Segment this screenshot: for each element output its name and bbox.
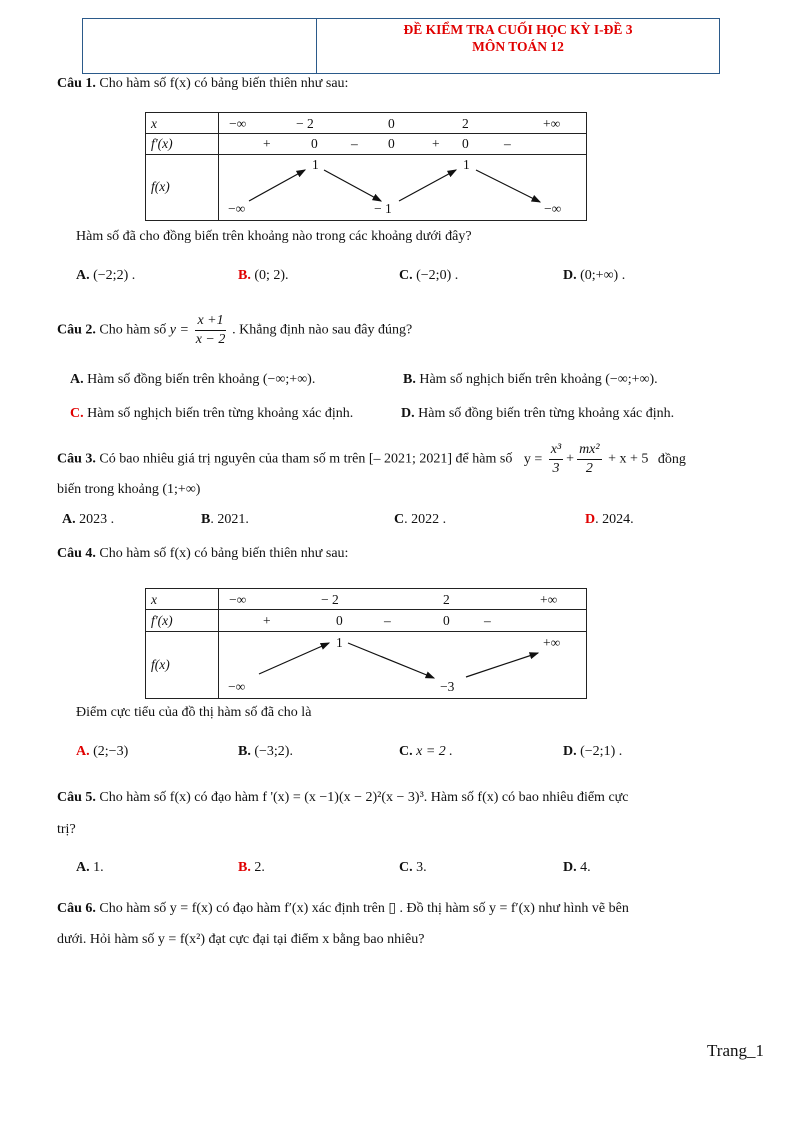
fraction: $\frac{x +1}{x - 2}$	[195, 313, 226, 347]
x-value: 2	[462, 116, 469, 131]
question-3-line2: biến trong khoảng (1;+∞)	[57, 482, 201, 497]
exam-header-box	[82, 18, 720, 74]
f-value: 1	[463, 157, 470, 172]
x-value: − 2	[321, 592, 339, 607]
question-1	[57, 76, 348, 92]
sign-value: +	[432, 136, 440, 151]
option-b[interactable]: B. Hàm số nghịch biến trên khoảng (−∞;+∞).	[403, 372, 658, 387]
option-c[interactable]: C. (−2;0) .	[399, 268, 459, 283]
option-d[interactable]: D. 2024.	[585, 512, 634, 527]
x-value: 0	[388, 116, 395, 131]
f-value: 1	[336, 635, 343, 650]
question-prompt: Điểm cực tiểu của đồ thị hàm số đã cho là	[76, 705, 312, 720]
exam-title: ĐỀ KIỂM TRA CUỐI HỌC KỲ I-ĐỀ 3	[403, 22, 633, 37]
page-number: Trang_1	[707, 1041, 764, 1060]
x-value: − 2	[296, 116, 314, 131]
sign-value: –	[504, 136, 511, 151]
option-b[interactable]: B. 2.	[238, 860, 265, 875]
question-label: Câu 6.	[57, 901, 96, 916]
option-a[interactable]: A. Hàm số đồng biến trên khoảng (−∞;+∞).	[70, 372, 316, 387]
option-b[interactable]: B. (0; 2).	[238, 268, 289, 283]
table-f-label: f(x)	[151, 179, 170, 194]
question-prompt: Hàm số đã cho đồng biến trên khoảng nào trong các khoảng dưới đây?	[76, 229, 472, 244]
option-d[interactable]: D. Hàm số đồng biến trên từng khoảng xác định.	[401, 406, 675, 421]
table-f-label: f(x)	[151, 657, 170, 672]
option-c[interactable]: C. 2022 .	[394, 512, 447, 527]
question-6: Câu 6. Cho hàm số y = f(x) có đạo hàm f′(x) xác định trên ▯ . Đồ thị hàm số y = f′(x) như hình vẽ bên	[57, 901, 629, 916]
sign-value: +	[263, 613, 271, 628]
option-a[interactable]: A. 2023 .	[62, 512, 115, 527]
option-a[interactable]: A. 1.	[76, 860, 104, 875]
f-value: 1	[312, 157, 319, 172]
x-value: +∞	[540, 592, 558, 607]
option-c[interactable]: C. Hàm số nghịch biến trên từng khoảng xác định.	[70, 406, 354, 421]
question-4: Câu 4. Cho hàm số f(x) có bảng biến thiên như sau:	[57, 546, 349, 561]
sign-value: –	[351, 136, 358, 151]
question-3: Câu 3. Có bao nhiêu giá trị nguyên của tham số m trên [– 2021; 2021] để hàm số y = $\frac{\text{x³}}{3}$ + $\frac{\text{mx²}}{2}$ + x + 5 đồng	[57, 442, 686, 476]
option-d[interactable]: D. (−2;1) .	[563, 744, 623, 759]
variation-table-2	[145, 588, 587, 699]
table-x-label: x	[151, 592, 157, 607]
f-value: −∞	[228, 201, 246, 216]
sign-value: –	[384, 613, 391, 628]
table-fprime-label: f'(x)	[151, 613, 173, 628]
sign-value: –	[484, 613, 491, 628]
option-c[interactable]: C. x = 2 .	[399, 744, 453, 759]
variation-arrows	[146, 589, 586, 698]
variation-table-1	[145, 112, 587, 221]
question-2: Câu 2. Cho hàm số y = $\frac{x +1}{x - 2}$ . Khẳng định nào sau đây đúng?	[57, 313, 413, 347]
fraction: $\frac{\text{mx²}}{2}$	[579, 442, 600, 476]
sign-value: +	[263, 136, 271, 151]
option-a[interactable]: A. (−2;2) .	[76, 268, 136, 283]
f-value: −3	[440, 679, 455, 694]
x-value: −∞	[229, 592, 247, 607]
sign-value: 0	[462, 136, 469, 151]
sign-value: 0	[388, 136, 395, 151]
x-value: +∞	[543, 116, 561, 131]
option-b[interactable]: B. (−3;2).	[238, 744, 293, 759]
question-5-line2: trị?	[57, 822, 76, 837]
question-5: Câu 5. Cho hàm số f(x) có đạo hàm f '(x) = (x −1)(x − 2)²(x − 3)³. Hàm số f(x) có bao nhiêu điểm cực	[57, 790, 629, 805]
variation-arrows	[146, 113, 586, 220]
f-value: +∞	[543, 635, 561, 650]
option-d[interactable]: D. (0;+∞) .	[563, 268, 626, 283]
sign-value: 0	[336, 613, 343, 628]
sign-value: 0	[311, 136, 318, 151]
table-x-label: x	[151, 116, 157, 131]
table-fprime-label: f'(x)	[151, 136, 173, 151]
x-value: 2	[443, 592, 450, 607]
x-value: −∞	[229, 116, 247, 131]
question-label: Câu 4.	[57, 546, 96, 561]
f-value: −∞	[544, 201, 562, 216]
sign-value: 0	[443, 613, 450, 628]
f-value: − 1	[374, 201, 392, 216]
question-label: Câu 1.	[57, 76, 96, 91]
option-a[interactable]: A. (2;−3)	[76, 744, 129, 759]
question-label: Câu 3.	[57, 451, 96, 467]
question-text: Cho hàm số f(x) có bảng biến thiên như sau:	[99, 76, 349, 91]
f-value: −∞	[228, 679, 246, 694]
option-d[interactable]: D. 4.	[563, 860, 591, 875]
question-6-line2: dưới. Hỏi hàm số y = f(x²) đạt cực đại tại điểm x bằng bao nhiêu?	[57, 932, 425, 947]
fraction: $\frac{\text{x³}}{3}$	[550, 442, 562, 476]
question-label: Câu 5.	[57, 790, 96, 805]
option-b[interactable]: B. 2021.	[201, 512, 249, 527]
question-label: Câu 2.	[57, 322, 96, 338]
option-c[interactable]: C. 3.	[399, 860, 427, 875]
exam-subject: MÔN TOÁN 12	[472, 39, 564, 54]
